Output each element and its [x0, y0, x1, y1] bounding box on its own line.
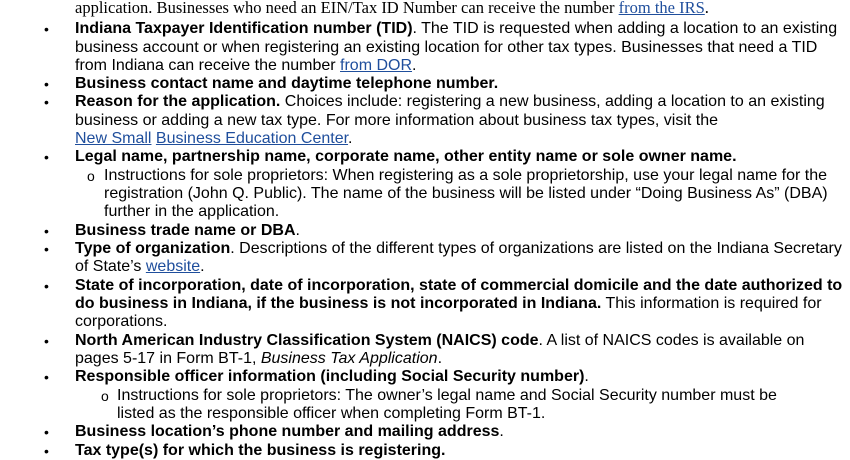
business-education-center-link[interactable]: Business Education Center	[155, 130, 349, 147]
legal-sub-line-1: Instructions for sole proprietors: When registering as a sole proprietorship, use your legal name for the	[104, 167, 828, 184]
bullet-icon: •	[44, 149, 49, 165]
dor-link[interactable]: from DOR	[340, 57, 413, 74]
reason-line-3: New Small Business Education Center.	[75, 130, 353, 147]
irs-link[interactable]: from the IRS	[618, 0, 705, 17]
bullet-icon: •	[44, 94, 49, 110]
list-item-reason: Reason for the application. Choices include: registering a new business, adding a location to an existing	[75, 93, 825, 110]
list-item-trade-name: Business trade name or DBA.	[75, 222, 300, 239]
intro-line: application. Businesses who need an EIN/Tax ID Number can receive the number from the IRS.	[75, 0, 709, 17]
bullet-icon: •	[44, 369, 49, 385]
new-small-link[interactable]: New Small	[75, 130, 152, 147]
tid-line-2: business account or when registering an existing location for other tax types. Businesses that need a TID	[75, 39, 818, 56]
bullet-icon: •	[44, 333, 49, 349]
naics-line-2: pages 5-17 in Form BT-1, Business Tax Application.	[75, 350, 443, 367]
legal-sub-line-2: registration (John Q. Public). The name of the business will be listed under “Doing Business As” (DBA)	[104, 185, 828, 202]
list-item-legal-name: Legal name, partnership name, corporate name, other entity name or sole owner name.	[75, 148, 737, 165]
tid-line-3: from Indiana can receive the number from DOR.	[75, 57, 417, 74]
list-item-tax-types: Tax type(s) for which the business is registering.	[75, 442, 446, 459]
bullet-icon: •	[44, 223, 49, 239]
list-item-responsible-officer: Responsible officer information (including Social Security number).	[75, 368, 589, 385]
list-item-phone-address: Business location’s phone number and mailing address.	[75, 423, 504, 440]
officer-sub-line-2: listed as the responsible officer when completing Form BT-1.	[117, 405, 546, 422]
reason-line-2: business or adding a new tax type. For more information about business tax types, visit the	[75, 112, 718, 129]
bullet-icon: •	[44, 424, 49, 440]
list-item-contact: Business contact name and daytime telephone number.	[75, 75, 499, 92]
incorporation-line-3: corporations.	[75, 313, 168, 330]
incorporation-line-2: do business in Indiana, if the business is not incorporated in Indiana. This information is required for	[75, 295, 822, 312]
website-link[interactable]: website	[145, 258, 201, 275]
sub-bullet-icon: o	[87, 168, 95, 184]
legal-sub-line-3: further in the application.	[104, 203, 280, 220]
bullet-icon: •	[44, 278, 49, 294]
officer-sub-line-1: Instructions for sole proprietors: The owner’s legal name and Social Security number must be	[117, 387, 777, 404]
bullet-icon: •	[44, 241, 49, 257]
sub-bullet-icon: o	[101, 388, 109, 404]
list-item-naics: North American Industry Classification System (NAICS) code. A list of NAICS codes is available on	[75, 332, 805, 349]
organization-line-2: of State’s website.	[75, 258, 205, 275]
list-item-tid: Indiana Taxpayer Identification number (TID). The TID is requested when adding a location to an existing	[75, 20, 838, 37]
bullet-icon: •	[44, 76, 49, 92]
bullet-icon: •	[44, 21, 49, 37]
list-item-incorporation: State of incorporation, date of incorporation, state of commercial domicile and the date authorized to	[75, 277, 843, 294]
list-item-organization: Type of organization. Descriptions of the different types of organizations are listed on the Indiana Secretary	[75, 240, 842, 257]
bullet-icon: •	[44, 443, 49, 459]
